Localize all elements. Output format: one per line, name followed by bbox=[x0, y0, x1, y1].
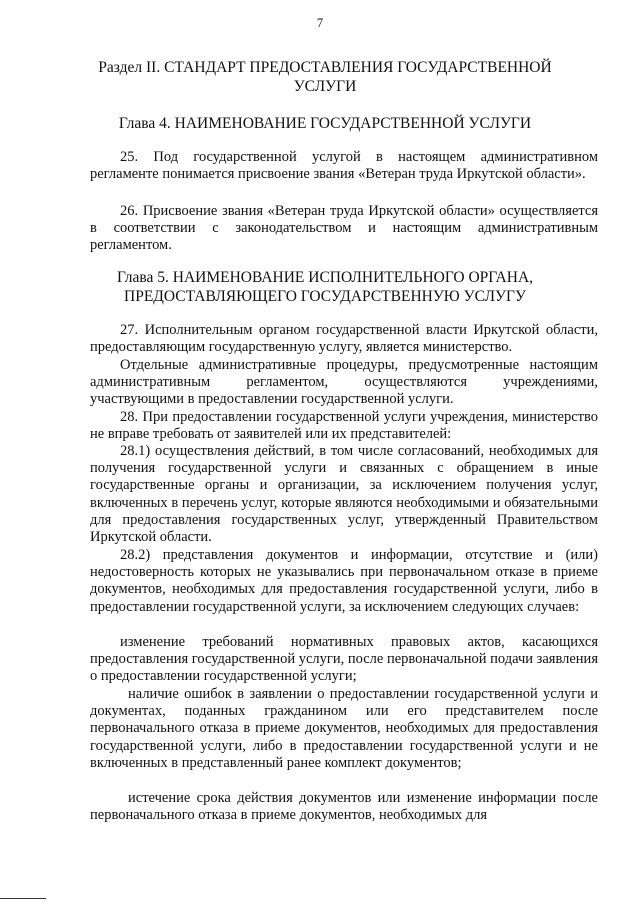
list-item-requirements-change: изменение требований нормативных правовых актов, касающихся предоставления государственной услуги, после первоначальной подачи заявления о предоставлении государственной услуги; bbox=[90, 634, 598, 685]
chapter-4-heading: Глава 4. НАИМЕНОВАНИЕ ГОСУДАРСТВЕННОЙ УСЛУГИ bbox=[118, 115, 532, 132]
paragraph-27-note: Отдельные административные процедуры, предусмотренные настоящим административным регламентом, осуществляются учреждениями, участвующими в предоставлении государственной услуги. bbox=[90, 357, 598, 408]
paragraph-28-1: 28.1) осуществления действий, в том числе согласований, необходимых для получения государственной услуги и связанных с обращением в иные государственные органы и организации, за исключением получения услуг, включенных в перечень услуг, которые являются необходимыми и обязательными для предоставления государственных услуг, утвержденный Правительством Иркутской области. bbox=[90, 443, 598, 546]
page-number: 7 bbox=[316, 16, 324, 30]
chapter-5-heading: Глава 5. НАИМЕНОВАНИЕ ИСПОЛНИТЕЛЬНОГО ОРГАНА, ПРЕДОСТАВЛЯЮЩЕГО ГОСУДАРСТВЕННУЮ УСЛУГУ bbox=[116, 269, 534, 305]
list-item-expiry: истечение срока действия документов или изменение информации после первоначального отказа в приеме документов, необходимых для bbox=[90, 790, 598, 824]
paragraph-25: 25. Под государственной услугой в настоящем административном регламенте понимается присвоение звания «Ветеран труда Иркутской области». bbox=[90, 149, 598, 183]
paragraph-28-2: 28.2) представления документов и информации, отсутствие и (или) недостоверность которых не указывались при первоначальном отказе в приеме документов, необходимых для предоставления государственной услуги, либо в предоставлении государственной услуги, за исключением следующих случаев: bbox=[90, 547, 598, 615]
paragraph-28: 28. При предоставлении государственной услуги учреждения, министерство не вправе требовать от заявителей или их представителей: bbox=[90, 409, 598, 443]
section-heading: Раздел II. СТАНДАРТ ПРЕДОСТАВЛЕНИЯ ГОСУДАРСТВЕННОЙ УСЛУГИ bbox=[98, 59, 552, 95]
paragraph-27: 27. Исполнительным органом государственной власти Иркутской области, предоставляющим государственную услугу, является министерство. bbox=[90, 322, 598, 356]
list-item-errors: наличие ошибок в заявлении о предоставлении государственной услуги и документах, поданных гражданином или его представителем после первоначального отказа в приеме документов, необходимых для предоставления государственной услуги, либо в предоставлении государственной услуги и не включенных в представленный ранее комплект документов; bbox=[90, 686, 598, 771]
paragraph-26: 26. Присвоение звания «Ветеран труда Иркутской области» осуществляется в соответствии с законодательством и настоящим административным регламентом. bbox=[90, 203, 598, 254]
footnote-divider bbox=[0, 898, 46, 899]
